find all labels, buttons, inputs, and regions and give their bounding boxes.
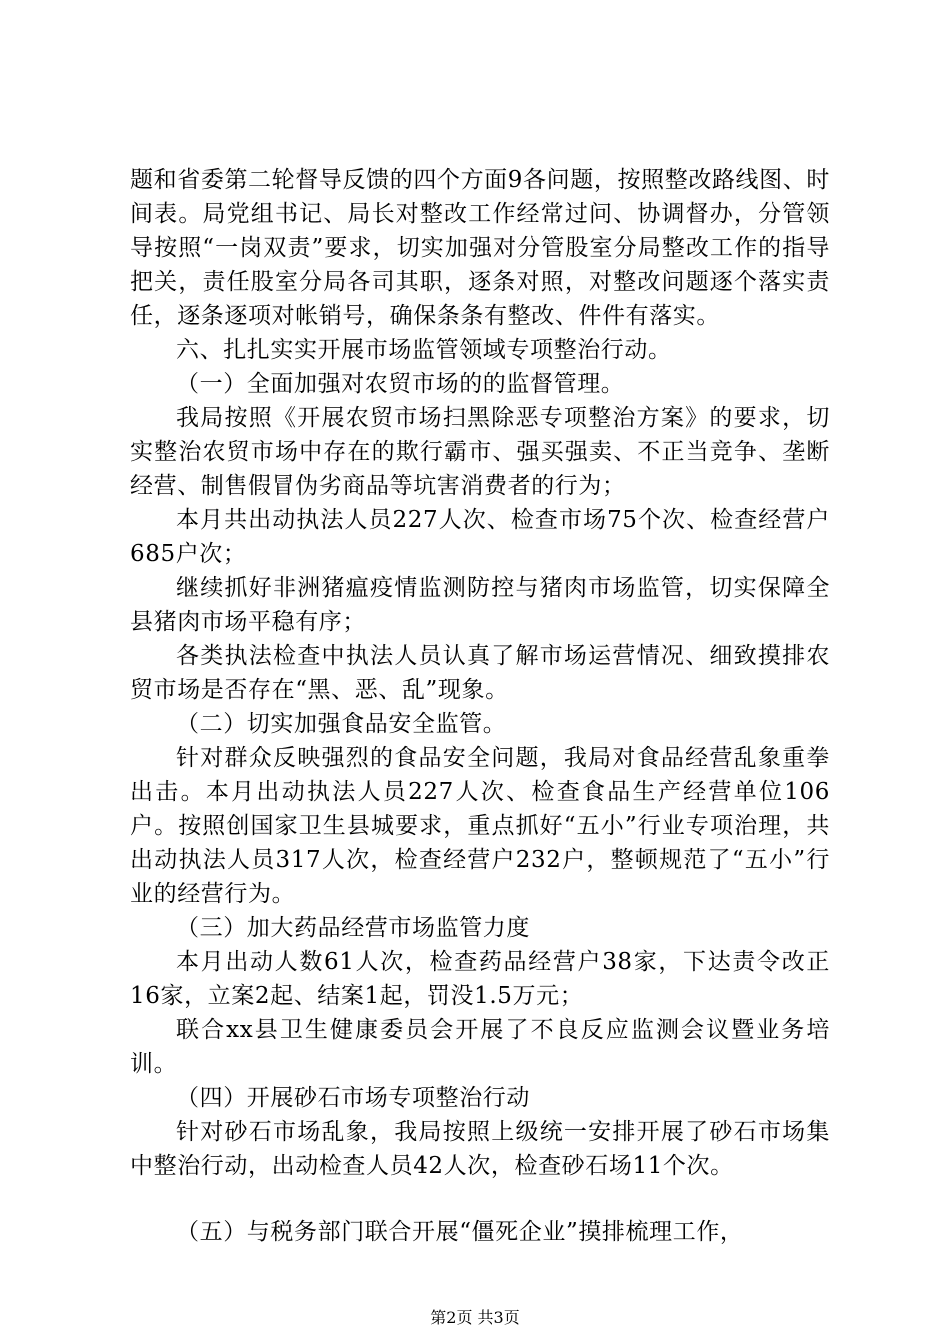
paragraph-market-plan: 我局按照《开展农贸市场扫黑除恶专项整治方案》的要求，切实整治农贸市场中存在的欺行霸市、强买强卖、不正当竞争、垄断经营、制售假冒伪劣商品等坑害消费者的行为； bbox=[130, 405, 830, 499]
page-footer: 第2页 共3页 bbox=[430, 1308, 520, 1327]
heading-section-six: 六、扎扎实实开展市场监管领域专项整治行动。 bbox=[176, 337, 672, 363]
paragraph-sand-gravel: 针对砂石市场乱象，我局按照上级统一安排开展了砂石市场集中整治行动，出动检查人员42人次，检查砂石场11个次。 bbox=[130, 1119, 830, 1179]
subheading-one: （一）全面加强对农贸市场的的监督管理。 bbox=[176, 371, 625, 397]
subheading-four: （四）开展砂石市场专项整治行动 bbox=[176, 1085, 530, 1111]
paragraph-food-safety: 针对群众反映强烈的食品安全问题，我局对食品经营乱象重拳出击。本月出动执法人员227人次、检查食品生产经营单位106户。按照创国家卫生县城要求，重点抓好“五小”行业专项治理，共出动执法人员317人次，检查经营户232户，整顿规范了“五小”行业的经营行为。 bbox=[130, 745, 830, 907]
subheading-three: （三）加大药品经营市场监管力度 bbox=[176, 915, 530, 941]
subheading-two: （二）切实加强食品安全监管。 bbox=[176, 711, 507, 737]
subheading-five: （五）与税务部门联合开展“僵死企业”摸排梳理工作， bbox=[176, 1219, 744, 1245]
document-body bbox=[130, 163, 830, 1249]
paragraph-inspection: 各类执法检查中执法人员认真了解市场运营情况、细致摸排农贸市场是否存在“黑、恶、乱”现象。 bbox=[130, 643, 830, 703]
paragraph-market-stats: 本月共出动执法人员227人次、检查市场75个次、检查经营户685户次； bbox=[130, 507, 830, 567]
paragraph-drug-stats: 本月出动人数61人次，检查药品经营户38家，下达责令改正16家，立案2起、结案1起，罚没1.5万元； bbox=[130, 949, 830, 1009]
paragraph-swine-fever: 继续抓好非洲猪瘟疫情监测防控与猪肉市场监管，切实保障全县猪肉市场平稳有序； bbox=[130, 575, 830, 635]
paragraph-rectification: 题和省委第二轮督导反馈的四个方面9各问题，按照整改路线图、时间表。局党组书记、局长对整改工作经常过问、协调督办，分管领导按照“一岗双责”要求，切实加强对分管股室分局整改工作的指导把关，责任股室分局各司其职，逐条对照，对整改问题逐个落实责任，逐条逐项对帐销号，确保条条有整改、件件有落实。 bbox=[130, 167, 830, 329]
paragraph-health-training: 联合xx县卫生健康委员会开展了不良反应监测会议暨业务培训。 bbox=[130, 1017, 830, 1077]
